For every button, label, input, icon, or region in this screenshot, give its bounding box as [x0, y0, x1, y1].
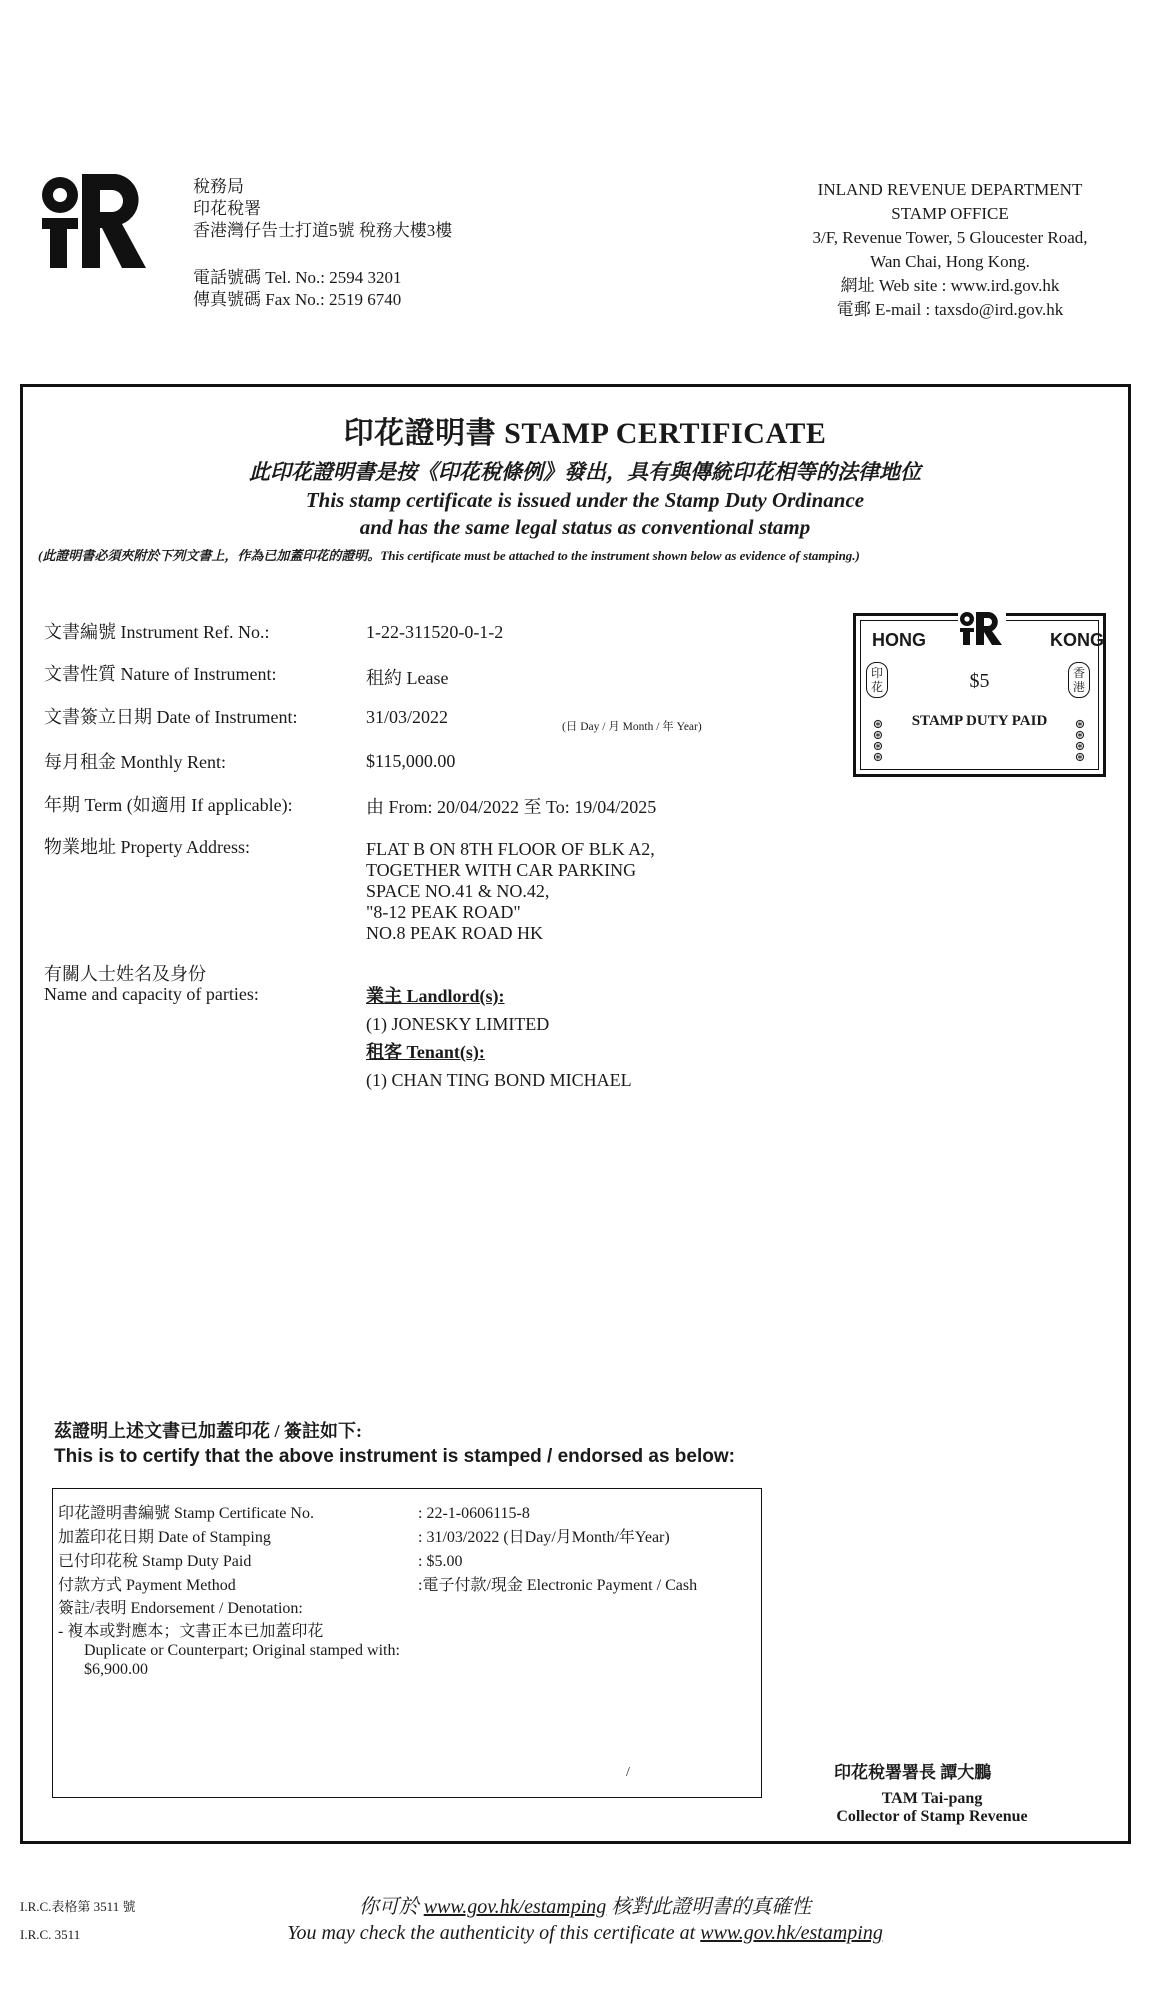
dept-address-english — [780, 178, 1120, 322]
ird-logo — [38, 170, 148, 270]
stamp-amount: $5 — [969, 670, 990, 692]
parties-label-zh: 有關人士姓名及身份 — [44, 964, 206, 984]
endorsement-label: 簽註/表明 Endorsement / Denotation: — [58, 1600, 303, 1617]
verify-note-en — [0, 1922, 1170, 1945]
address-line-1: 3/F, Revenue Tower, 5 Gloucester Road, — [812, 228, 1088, 247]
verify-text: 核對此證明書的真確性 — [606, 1896, 812, 1918]
stamp-ornament-left: ⊛ ⊛ ⊛ ⊛ — [872, 716, 884, 764]
endorsement-line: Duplicate or Counterpart; Original stamped with: — [84, 1642, 400, 1659]
term-label: 年期 Term (如適用 If applicable): — [44, 795, 293, 815]
property-address — [366, 839, 655, 944]
rent-value: $115,000.00 — [366, 751, 456, 771]
date-value: 31/03/2022 — [366, 707, 449, 727]
office-name-en: STAMP OFFICE — [891, 204, 1009, 223]
email: 電郵 E-mail : taxsdo@ird.gov.hk — [836, 300, 1064, 319]
stamp-seal-right: 香港 — [1068, 662, 1090, 698]
rent-label: 每月租金 Monthly Rent: — [44, 752, 227, 772]
form-number-en: I.R.C. 3511 — [20, 1927, 81, 1942]
tel-number: 電話號碼 Tel. No.: 2594 3201 — [193, 268, 402, 287]
stamp-hong: HONG — [872, 630, 926, 650]
ref-no-label: 文書編號 Instrument Ref. No.: — [44, 622, 270, 642]
dept-name-zh: 稅務局 — [193, 177, 244, 196]
stamp-kong: KONG — [1050, 630, 1104, 650]
certificate-subtitle-zh: 此印花證明書是按《印花稅條例》發出，具有與傳統印花相等的法律地位 — [249, 460, 921, 484]
address-line: TOGETHER WITH CAR PARKING — [366, 860, 637, 880]
verify-link-zh[interactable]: www.gov.hk/estamping — [423, 1896, 607, 1918]
certification-heading-zh: 茲證明上述文書已加蓋印花 / 簽註如下: — [54, 1421, 362, 1441]
stamp-ird-logo — [958, 610, 1006, 646]
parties-label — [44, 964, 259, 1004]
nature-value: 租約 Lease — [366, 668, 449, 688]
address-line: FLAT B ON 8TH FLOOR OF BLK A2, — [366, 839, 655, 859]
form-number-zh: I.R.C.表格第 3511 號 — [20, 1899, 136, 1914]
date-label: 文書簽立日期 Date of Instrument: — [44, 707, 298, 727]
signatory-title-zh: 印花稅署署長 譚大鵬 — [834, 1763, 992, 1782]
website: 網址 Web site : www.ird.gov.hk — [840, 276, 1060, 295]
tick-mark: / — [626, 1765, 630, 1780]
verify-link-en[interactable]: www.gov.hk/estamping — [700, 1922, 883, 1944]
endorsement-line: - 複本或對應本；文書正本已加蓋印花 — [58, 1623, 324, 1640]
signatory-name: TAM Tai-pang — [881, 1790, 983, 1807]
address-line: SPACE NO.41 & NO.42, — [366, 881, 550, 901]
certification-heading-en: This is to certify that the above instrument is stamped / endorsed as below: — [54, 1446, 735, 1467]
signatory-block — [812, 1790, 1052, 1826]
cert-no-value: : 22-1-0606115-8 — [418, 1505, 530, 1522]
ref-no-value: 1-22-311520-0-1-2 — [366, 622, 504, 642]
nature-label: 文書性質 Nature of Instrument: — [44, 664, 277, 684]
endorsement-amount: $6,900.00 — [84, 1661, 148, 1678]
parties-label-en: Name and capacity of parties: — [44, 984, 259, 1004]
stamping-date-label: 加蓋印花日期 Date of Stamping — [58, 1529, 271, 1546]
verify-text: 你可於 — [358, 1896, 424, 1918]
fax-number: 傳真號碼 Fax No.: 2519 6740 — [193, 290, 402, 309]
address-zh: 香港灣仔告士打道5號 稅務大樓3樓 — [193, 221, 453, 240]
landlord-name: (1) JONESKY LIMITED — [366, 1014, 550, 1034]
address-line-2: Wan Chai, Hong Kong. — [870, 252, 1030, 271]
office-name-zh: 印花稅署 — [193, 199, 261, 218]
duty-paid-label: 已付印花稅 Stamp Duty Paid — [58, 1553, 252, 1570]
parties-list — [366, 982, 632, 1094]
address-label: 物業地址 Property Address: — [44, 837, 250, 857]
payment-method-value: :電子付款/現金 Electronic Payment / Cash — [418, 1577, 698, 1594]
attachment-note: (此證明書必須夾附於下列文書上，作為已加蓋印花的證明。This certificate must be attached to the instrument shown below as evidence of stamping.) — [38, 548, 860, 563]
verify-note-zh — [0, 1890, 1170, 1919]
stamp-ornament-right: ⊛ ⊛ ⊛ ⊛ — [1074, 716, 1086, 764]
signatory-title-en: Collector of Stamp Revenue — [836, 1808, 1028, 1825]
address-line: NO.8 PEAK ROAD HK — [366, 923, 544, 943]
stamp-paid-text: STAMP DUTY PAID — [911, 713, 1048, 729]
dept-address-chinese — [193, 176, 452, 311]
payment-method-label: 付款方式 Payment Method — [58, 1577, 236, 1594]
duty-paid-value: : $5.00 — [418, 1553, 463, 1570]
certificate-subtitle-en-1: This stamp certificate is issued under the Stamp Duty Ordinance — [305, 488, 865, 512]
stamping-date-value: : 31/03/2022 (日Day/月Month/年Year) — [418, 1529, 670, 1546]
tenant-heading: 租客 Tenant(s): — [366, 1042, 485, 1062]
term-value: 由 From: 20/04/2022 至 To: 19/04/2025 — [366, 797, 657, 817]
dept-name-en: INLAND REVENUE DEPARTMENT — [817, 180, 1083, 199]
certificate-subtitle-en-2: and has the same legal status as conventional stamp — [359, 515, 811, 539]
landlord-heading: 業主 Landlord(s): — [366, 986, 505, 1006]
tenant-name: (1) CHAN TING BOND MICHAEL — [366, 1070, 632, 1090]
endorsement-text — [58, 1622, 400, 1679]
stamp-seal-left: 印花 — [866, 662, 888, 698]
verify-text: You may check the authenticity of this certificate at — [287, 1922, 701, 1944]
certificate-title: 印花證明書 STAMP CERTIFICATE — [343, 417, 827, 450]
address-line: "8-12 PEAK ROAD" — [366, 902, 521, 922]
cert-no-label: 印花證明書編號 Stamp Certificate No. — [58, 1505, 314, 1522]
date-format-hint: (日 Day / 月 Month / 年 Year) — [562, 721, 702, 733]
